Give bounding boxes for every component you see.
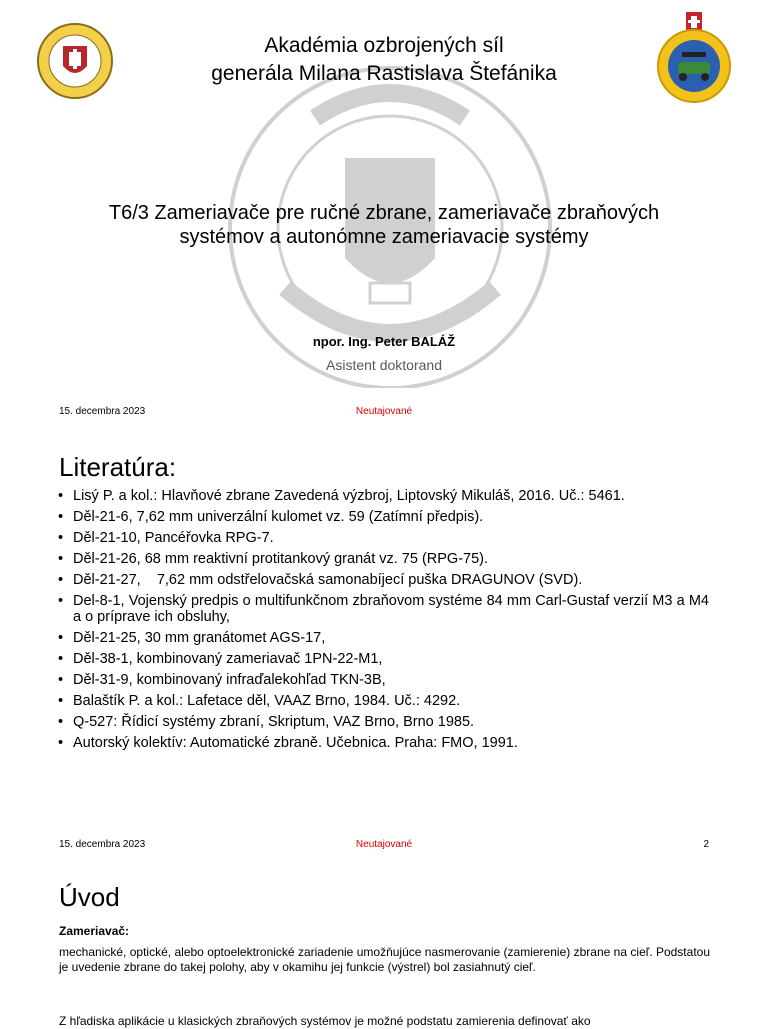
lecture-title-line-1: T6/3 Zameriavače pre ručné zbrane, zameriavače zbraňových (108, 202, 660, 224)
literature-item: • Děl-21-25, 30 mm granátomet AGS-17, (56, 630, 709, 646)
footer-date: 15. decembra 2023 (59, 406, 146, 417)
slide-title: Literatúra: (59, 452, 177, 482)
footer-date: 15. decembra 2023 (59, 839, 146, 850)
lecture-title (40, 201, 728, 249)
academy-name (0, 32, 768, 88)
literature-item: • Lisý P. a kol.: Hlavňové zbrane Zavedená výzbroj, Liptovský Mikuláš, 2016. Uč.: 5461. (56, 488, 709, 504)
literature-item: • Balaštík P. a kol.: Lafetace děl, VAAZ Brno, 1984. Uč.: 4292. (56, 693, 709, 709)
literature-item: • Děl-31-9, kombinovaný infraďalekohľad TKN-3B, (56, 672, 709, 688)
academy-name-line-2: generála Milana Rastislava Štefánika (211, 62, 557, 85)
author-role: Asistent doktorand (326, 357, 442, 373)
footer-classification: Neutajované (355, 406, 413, 417)
continuation-text: Z hľadiska aplikácie u klasických zbraňových systémov je možné podstatu zamierenia definovať ako (59, 1014, 591, 1028)
literature-item: • Q-527: Řídicí systémy zbraní, Skriptum, VAZ Brno, Brno 1985. (56, 714, 709, 730)
literature-item: • Děl-38-1, kombinovaný zameriavač 1PN-22-M1, (56, 651, 709, 667)
literature-item: • Děl-21-10, Pancéřovka RPG-7. (56, 530, 709, 546)
footer-classification: Neutajované (355, 839, 413, 850)
intro-slide (0, 864, 768, 1028)
literature-slide (0, 432, 768, 860)
lecture-title-line-2: systémov a autonómne zameriavacie systémy (179, 226, 589, 248)
literature-list (56, 488, 709, 756)
literature-item: • Del-8-1, Vojenský predpis o multifunkčnom zbraňovom systéme 84 mm Carl-Gustaf verzií M3 a M4 a o príprave ich obsluhy, (56, 593, 709, 625)
literature-item: • Děl-21-26, 68 mm reaktivní protitankový granát vz. 75 (RPG-75). (56, 551, 709, 567)
title-slide (0, 0, 768, 428)
slide-title: Úvod (59, 882, 120, 912)
academy-name-line-1: Akadémia ozbrojených síl (264, 34, 504, 57)
literature-item: • Děl-21-27, 7,62 mm odstřelovačská samonabíjecí puška DRAGUNOV (SVD). (56, 572, 709, 588)
author-name: npor. Ing. Peter BALÁŽ (312, 334, 456, 349)
literature-item: • Děl-21-6, 7,62 mm univerzální kulomet vz. 59 (Zatímní předpis). (56, 509, 709, 525)
term-definition: mechanické, optické, alebo optoelektronické zariadenie umožňujúce nasmerovanie (zamierenie) zbrane na cieľ. Podstatou je uvedenie zbrane do takej polohy, aby v okamihu jej funkcie (výstrel) bol zasiahnutý cieľ. (59, 945, 710, 974)
page-number: 2 (703, 839, 709, 850)
literature-item: • Autorský kolektív: Automatické zbraně. Učebnica. Praha: FMO, 1991. (56, 735, 709, 751)
term-label: Zameriavač: (59, 924, 130, 938)
